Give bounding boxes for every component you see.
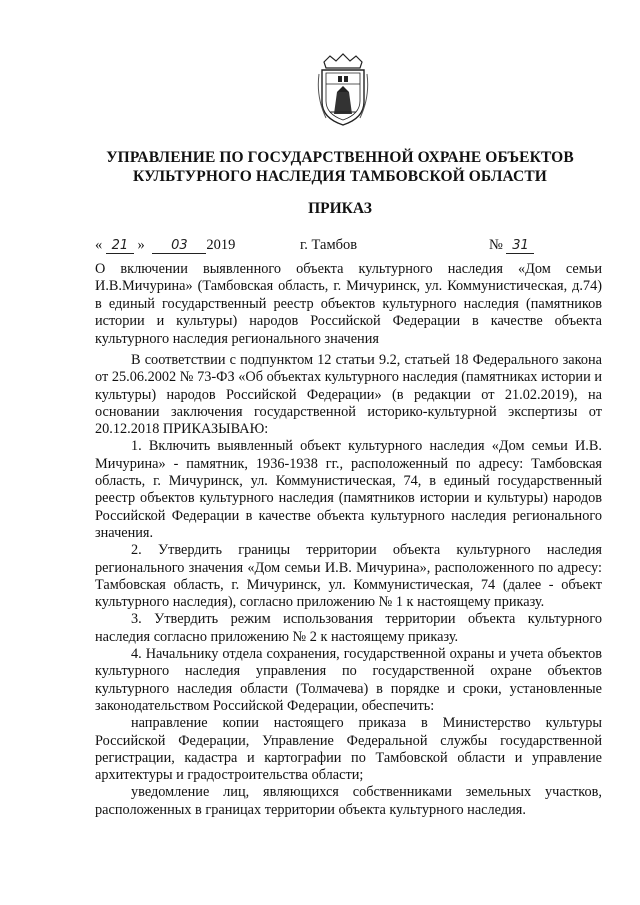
order-body [95, 352, 602, 819]
coat-of-arms-icon [316, 52, 370, 128]
date-day: 21 [106, 239, 134, 254]
subitem-1-paragraph: направление копии настоящего приказа в Министерство культуры Российской Федерации, Управление Федеральной службы государственной регистрации, кадастра и картографии по Тамбовской области и управление архитектуры и градостроительства области; [95, 715, 602, 784]
preamble-paragraph: В соответствии с подпунктом 12 статьи 9.2, статьей 18 Федерального закона от 25.06.2002 № 73-ФЗ «Об объектах культурного наследия (памятниках истории и культуры) народов Российской Федерации» (в редакции от 21.02.2019), на основании заключения государственной историко-культурной экспертизы от 20.12.2018 ПРИКАЗЫВАЮ: [95, 352, 602, 438]
number-label: № [489, 237, 503, 253]
number-value: 31 [506, 239, 534, 254]
subitem-2-paragraph: уведомление лиц, являющихся собственниками земельных участков, расположенных в границах территории объекта культурного наследия. [95, 784, 602, 818]
agency-name-line1: УПРАВЛЕНИЕ ПО ГОСУДАРСТВЕННОЙ ОХРАНЕ ОБЪЕКТОВ [106, 149, 574, 166]
order-city: г. Тамбов [300, 237, 358, 253]
order-number [489, 236, 534, 254]
order-date [95, 236, 235, 254]
agency-name [90, 148, 590, 186]
item-4-paragraph: 4. Начальнику отдела сохранения, государственной охраны и учета объектов культурного наследия управления по государственной охране объектов культурного наследия области (Толмачева) в порядке и сроки, установленные законодательством Российской Федерации, обеспечить: [95, 646, 602, 714]
date-quote-open: « [95, 237, 103, 253]
date-month: 03 [152, 239, 206, 254]
order-subject: О включении выявленного объекта культурного наследия «Дом семьи И.В.Мичурина» (Тамбовская область, г. Мичуринск, ул. Коммунистическая, д.74) в единый государственный реестр объектов культурного наследия (памятников истории и культуры) народов Российской Федерации в качестве объекта культурного наследия регионального значения [95, 261, 602, 347]
agency-name-line2: КУЛЬТУРНОГО НАСЛЕДИЯ ТАМБОВСКОЙ ОБЛАСТИ [133, 168, 547, 185]
item-2-paragraph: 2. Утвердить границы территории объекта культурного наследия регионального значения «Дом семьи И.В. Мичурина», расположенного по адресу: Тамбовская область, г. Мичуринск, ул. Коммунистическая, 74 (далее - объект культурного наследия), согласно приложению № 1 к настоящему приказу. [95, 542, 602, 611]
date-quote-close: » [137, 237, 145, 253]
item-3-paragraph: 3. Утвердить режим использования территории объекта культурного наследия согласно приложению № 2 к настоящему приказу. [95, 611, 602, 645]
date-year: 2019 [206, 237, 236, 253]
document-type: ПРИКАЗ [308, 200, 372, 217]
item-1-paragraph: 1. Включить выявленный объект культурного наследия «Дом семьи И.В. Мичурина» - памятник, 1936-1938 гг., расположенный по адресу: Тамбовская область, г. Мичуринск, ул. Коммунистическая, 74, в единый государственный реестр объектов культурного наследия (памятников истории и культуры) народов Российской Федерации в качестве объекта культурного наследия регионального значения. [95, 438, 602, 541]
